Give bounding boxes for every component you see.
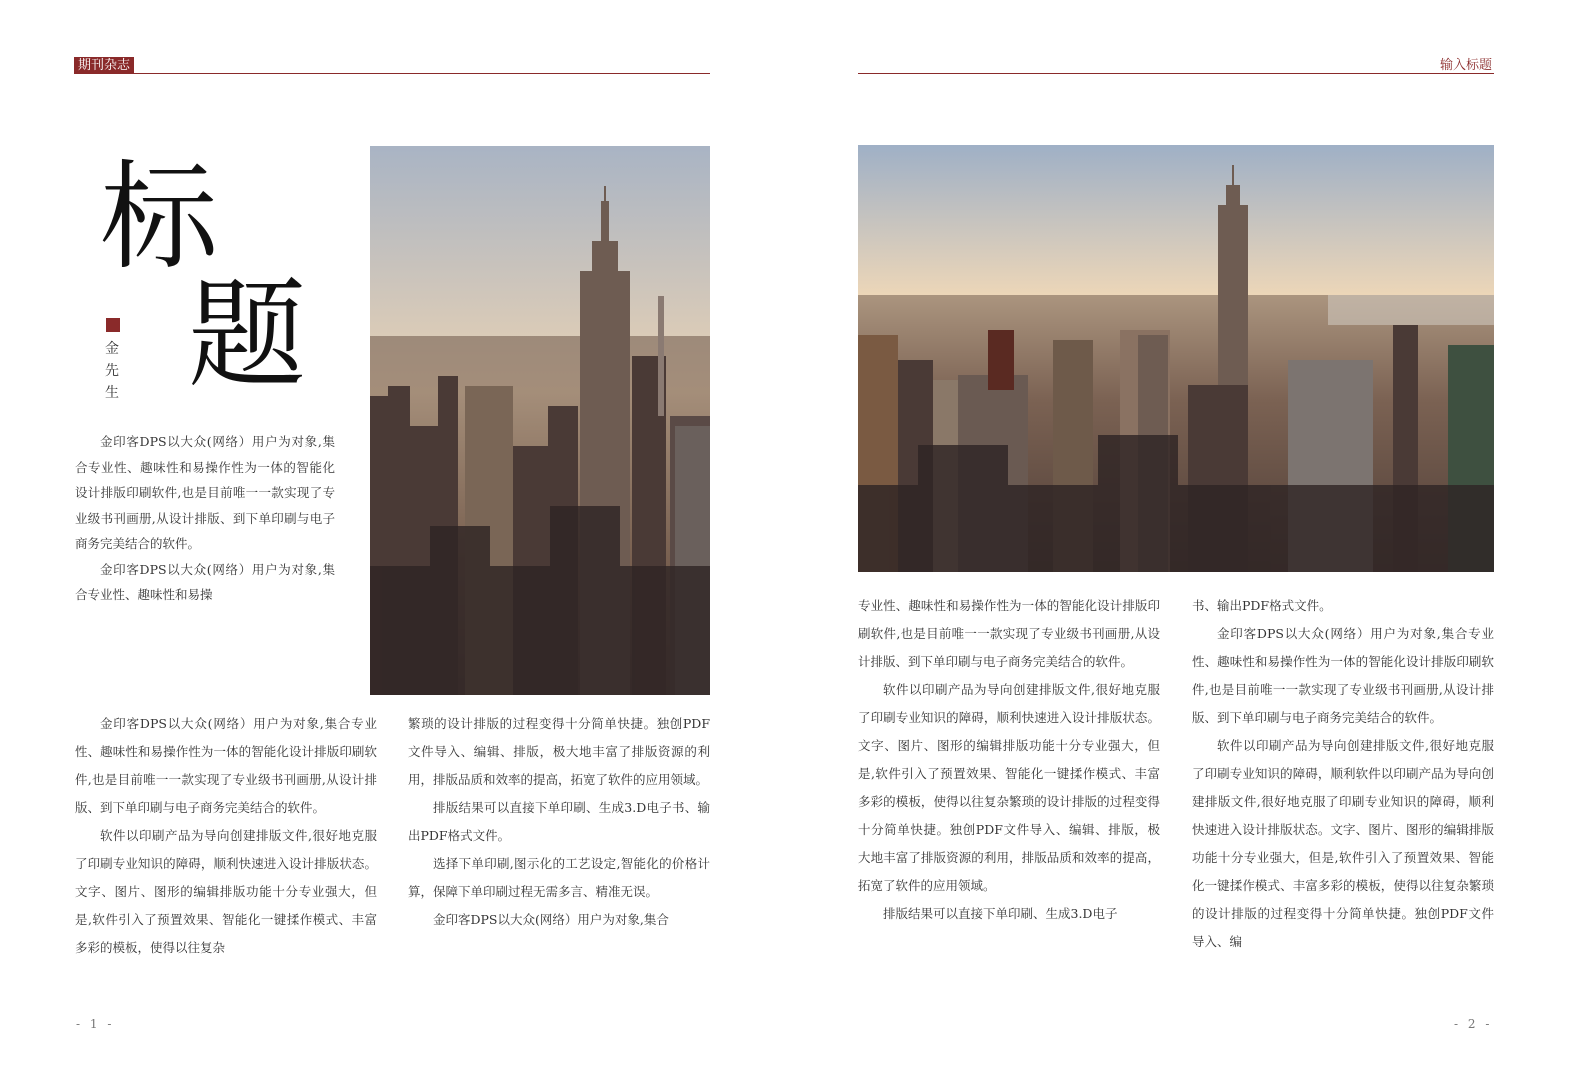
body-column-2 — [408, 710, 710, 934]
city-photo-portrait — [370, 146, 710, 695]
header-rule-left — [74, 73, 710, 74]
paragraph: 金印客DPS以大众(网络）用户为对象,集合专业性、趣味性和易操作性为一体的智能化设计排版印刷软件,也是目前唯一一款实现了专业级书刊画册,从设计排版、到下单印刷与电子商务完美结合的软件。 — [1192, 626, 1494, 725]
author-name — [105, 338, 123, 404]
author-mark — [106, 318, 120, 332]
author-char: 先 — [105, 363, 119, 379]
paragraph: 软件以印刷产品为导向创建排版文件,很好地克服了印刷专业知识的障碍，顺利软件以印刷产品为导向创建排版文件,很好地克服了印刷专业知识的障碍，顺利快速进入设计排版状态。文字、图片、图形的编辑排版功能十分专业强大，但是,软件引入了预置效果、智能化一键揉作模式、丰富多彩的模板，使得以往复杂繁琐的设计排版的过程变得十分简单快捷。独创PDF文件导入、编 — [1192, 738, 1494, 949]
paragraph: 繁琐的设计排版的过程变得十分简单快捷。独创PDF文件导入、编辑、排版，极大地丰富了排版资源的利用，排版品质和效率的提高，拓宽了软件的应用领域。 — [408, 716, 710, 787]
page-number: - 2 - — [1454, 1017, 1493, 1031]
paragraph: 金印客DPS以大众(网络）用户为对象,集合 — [433, 912, 669, 927]
paragraph: 软件以印刷产品为导向创建排版文件,很好地克服了印刷专业知识的障碍，顺利快速进入设计排版状态。文字、图片、图形的编辑排版功能十分专业强大，但是,软件引入了预置效果、智能化一键揉作模式、丰富多彩的模板，使得以往复杂繁琐的设计排版的过程变得十分简单快捷。独创PDF文件导入、编辑、排版，极大地丰富了排版资源的利用，排版品质和效率的提高，拓宽了软件的应用领域。 — [858, 682, 1160, 893]
paragraph: 金印客DPS以大众(网络）用户为对象,集合专业性、趣味性和易操作性为一体的智能化设计排版印刷软件,也是目前唯一一款实现了专业级书刊画册,从设计排版、到下单印刷与电子商务完美结合的软件。 — [75, 716, 377, 815]
paragraph: 金印客DPS以大众(网络）用户为对象,集合专业性、趣味性和易操 — [75, 561, 335, 602]
author-char: 生 — [105, 385, 119, 401]
page-number: - 1 - — [76, 1017, 115, 1031]
body-column-1 — [858, 592, 1160, 928]
header-title: 输入标题 — [1439, 58, 1492, 73]
paragraph: 书、输出PDF格式文件。 — [1192, 598, 1332, 613]
paragraph: 选择下单印刷,图示化的工艺设定,智能化的价格计算，保障下单印刷过程无需多言、精准无误。 — [408, 856, 710, 899]
header-tag: 期刊杂志 — [74, 57, 134, 74]
paragraph: 排版结果可以直接下单印刷、生成3.D电子书、输出PDF格式文件。 — [408, 800, 710, 843]
paragraph: 金印客DPS以大众(网络）用户为对象,集合专业性、趣味性和易操作性为一体的智能化设计排版印刷软件,也是目前唯一一款实现了专业级书刊画册,从设计排版、到下单印刷与电子商务完美结合的软件。 — [75, 434, 335, 551]
city-photo-landscape — [858, 145, 1494, 572]
header-rule-right — [858, 73, 1494, 74]
paragraph: 排版结果可以直接下单印刷、生成3.D电子 — [883, 906, 1118, 921]
body-column-2 — [1192, 592, 1494, 956]
right-page — [794, 0, 1588, 1077]
paragraph: 专业性、趣味性和易操作性为一体的智能化设计排版印刷软件,也是目前唯一一款实现了专业级书刊画册,从设计排版、到下单印刷与电子商务完美结合的软件。 — [858, 598, 1160, 669]
author-char: 金 — [105, 341, 119, 357]
intro-text — [75, 429, 335, 608]
paragraph: 软件以印刷产品为导向创建排版文件,很好地克服了印刷专业知识的障碍，顺利快速进入设计排版状态。文字、图片、图形的编辑排版功能十分专业强大，但是,软件引入了预置效果、智能化一键揉作模式、丰富多彩的模板，使得以往复杂 — [75, 828, 377, 955]
title-char-1: 标 — [100, 148, 219, 286]
title-char-2: 题 — [188, 266, 307, 404]
body-column-1 — [75, 710, 377, 962]
